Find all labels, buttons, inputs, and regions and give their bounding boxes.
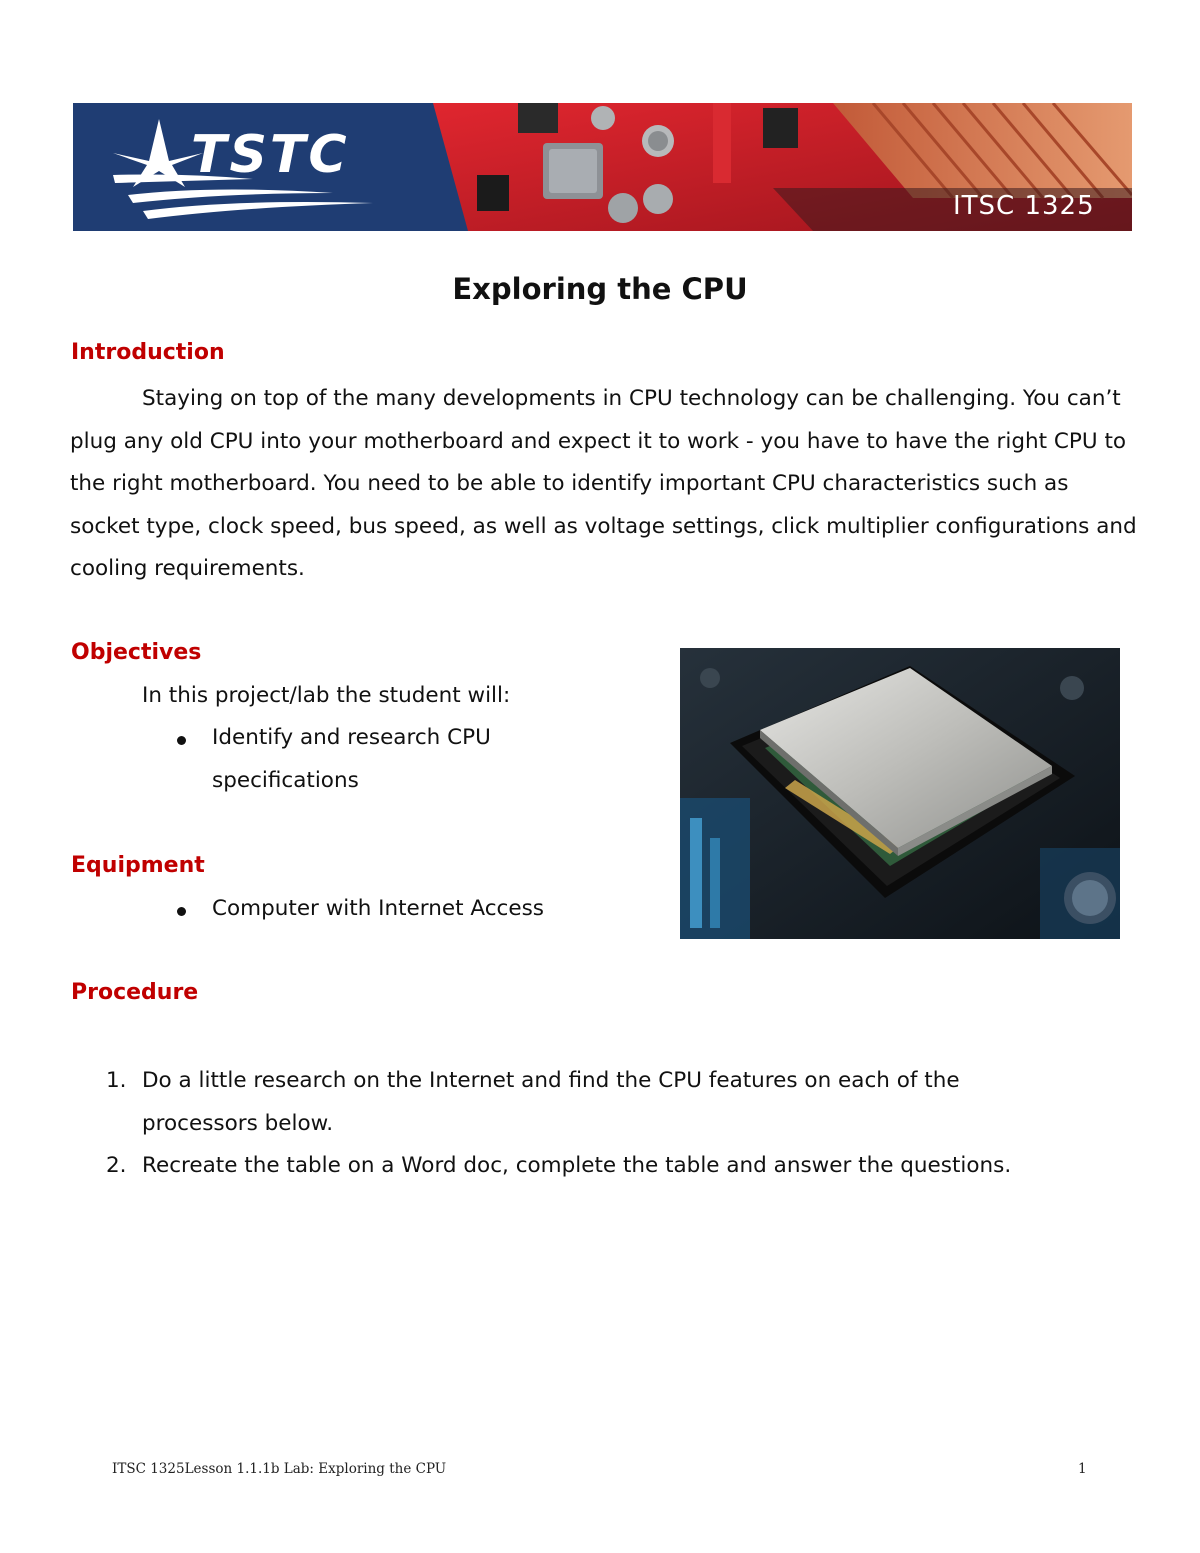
list-item [176,717,636,802]
objective-line-1: Identify and research CPU [212,725,491,750]
course-code: ITSC 1325 [953,191,1095,221]
equipment-list [176,888,636,931]
procedure-list [100,1060,1140,1188]
objectives-list [176,717,636,802]
introduction-text: Staying on top of the many developments in CPU technology can be challenging. You can’t plug any old CPU into your motherboard and expect it to work - you have to have the right CPU to the right motherboard. You need to be able to identify important CPU characteristics such as socket type, clock speed, bus speed, as well as voltage settings, click multiplier configurations and cooling requirements. [70,386,1137,581]
cpu-illustration [680,648,1120,939]
step-line-1: Do a little research on the Internet and find the CPU features on each of the [142,1068,960,1093]
step-line-2: processors below. [142,1110,334,1136]
bullet-icon [177,736,186,745]
logo-text: TSTC [191,125,350,185]
footer-text: ITSC 1325Lesson 1.1.1b Lab: Exploring the CPU [112,1461,447,1477]
page-number: 1 [1078,1461,1087,1477]
equipment-heading: Equipment [71,853,205,878]
list-item [100,1145,1140,1188]
objectives-heading: Objectives [71,640,202,665]
objective-line-2: specifications [212,767,359,793]
objectives-lead: In this project/lab the student will: [142,683,511,708]
list-item [176,888,636,931]
course-banner [73,103,1132,231]
step-number: 2. [106,1153,127,1178]
procedure-heading: Procedure [71,980,199,1005]
page-title: Exploring the CPU [452,272,748,306]
cpu-photo [680,648,1120,939]
bullet-icon [177,907,186,916]
step-number: 1. [106,1068,127,1093]
equipment-item: Computer with Internet Access [212,896,544,921]
introduction-heading: Introduction [71,340,225,365]
introduction-paragraph [70,378,1140,591]
step-line-1: Recreate the table on a Word doc, complete the table and answer the questions. [142,1153,1012,1178]
list-item [100,1060,1140,1145]
